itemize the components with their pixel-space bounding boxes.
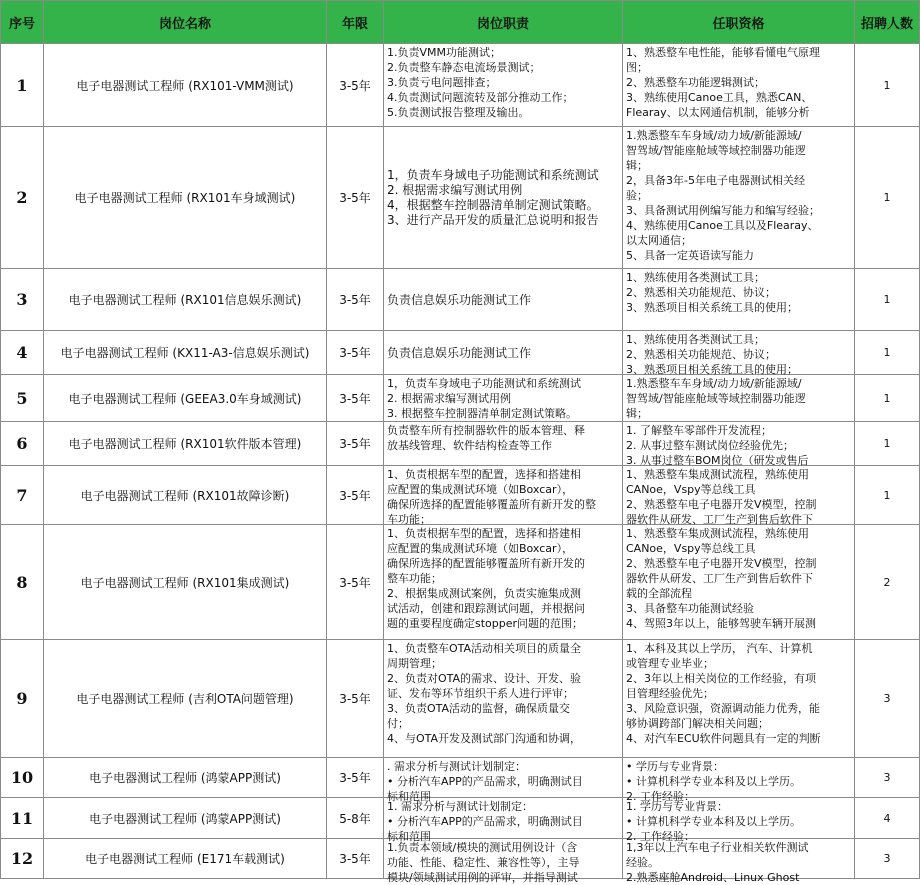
duty-cell bbox=[384, 127, 623, 269]
requirement-line: 辑； bbox=[626, 159, 648, 172]
header-no: 序号 bbox=[1, 1, 44, 44]
position-name: 电子电器测试工程师 (RX101信息娱乐测试) bbox=[44, 269, 327, 331]
table-row bbox=[1, 839, 920, 879]
requirement-lines bbox=[626, 467, 852, 526]
requirement-lines bbox=[626, 376, 852, 420]
requirement-lines bbox=[626, 423, 852, 467]
duty-line: 1，负责车身域电子功能测试和系统测试 bbox=[387, 168, 599, 182]
position-name: 电子电器测试工程师 (RX101车身域测试) bbox=[44, 127, 327, 269]
requirement-line: 1、熟悉整车集成测试流程，熟练使用 bbox=[626, 527, 809, 540]
duty-lines bbox=[387, 423, 620, 453]
duty-line: 确保所选择的配置能够覆盖所有新开发的整 bbox=[387, 498, 596, 511]
experience-years: 3-5年 bbox=[327, 758, 384, 798]
duty-line: 2、负责对OTA的需求、设计、开发、验 bbox=[387, 672, 582, 685]
requirement-line: 2、熟悉整车电子电器开发V模型，控制 bbox=[626, 557, 817, 570]
requirement-line: 2. 工作经验： bbox=[626, 790, 695, 803]
requirement-lines bbox=[626, 526, 852, 631]
requirement-cell bbox=[623, 466, 855, 525]
duty-line: 1. 需求分析与测试计划制定： bbox=[387, 800, 533, 813]
row-number: 4 bbox=[1, 331, 44, 375]
duty-line: 功能、性能、稳定性、兼容性等），主导 bbox=[387, 856, 580, 869]
duty-line: 应配置的集成测试环境（如Boxcar）， bbox=[387, 542, 574, 555]
requirement-line: • 计算机科学专业本科及以上学历。 bbox=[626, 775, 801, 788]
duty-cell bbox=[384, 758, 623, 803]
requirement-cell bbox=[623, 331, 855, 375]
duty-line: 车功能； bbox=[387, 513, 431, 526]
requirement-lines bbox=[626, 840, 852, 884]
requirement-line: 辑； bbox=[626, 407, 648, 420]
requirement-line: 3、具备整车功能测试经验 bbox=[626, 602, 754, 615]
duty-line: 1.负责本领域/模块的测试用例设计（含 bbox=[387, 841, 578, 854]
row-number: 6 bbox=[1, 422, 44, 466]
position-name: 电子电器测试工程师 (RX101软件版本管理) bbox=[44, 422, 327, 466]
hire-count: 1 bbox=[855, 44, 920, 127]
duty-cell bbox=[384, 422, 623, 466]
requirement-line: 3、熟悉项目相关系统工具的使用； bbox=[626, 363, 798, 376]
requirement-line: Flearay、以太网通信机制，能够分析 bbox=[626, 106, 810, 119]
duty-line: 试活动，创建和跟踪测试问题，并根据问 bbox=[387, 602, 585, 615]
duty-line: 题的重要程度确定stopper问题的范围； bbox=[387, 617, 584, 630]
hire-count: 1 bbox=[855, 375, 920, 422]
position-name: 电子电器测试工程师 (鸿蒙APP测试) bbox=[44, 758, 327, 798]
duty-cell bbox=[384, 640, 623, 758]
duty-line: • 分析汽车APP的产品需求，明确测试目 bbox=[387, 775, 583, 788]
requirement-line: 2，具备3年-5年电子电器测试相关经 bbox=[626, 174, 805, 187]
header-row bbox=[1, 1, 920, 44]
duty-line: 1.负责VMM功能测试； bbox=[387, 46, 502, 59]
duty-lines bbox=[387, 346, 620, 361]
duty-line: 3.负责亏电问题排查； bbox=[387, 76, 497, 89]
duty-line: 2.负责整车静态电流场景测试； bbox=[387, 61, 541, 74]
duty-line: 1、负责根据车型的配置，选择和搭建相 bbox=[387, 468, 581, 481]
requirement-line: 1.熟悉整车车身域/动力域/新能源域/ bbox=[626, 377, 802, 390]
duty-line: . 需求分析与测试计划制定： bbox=[387, 760, 526, 773]
requirement-cell bbox=[623, 44, 855, 127]
position-name: 电子电器测试工程师 (E171车载测试) bbox=[44, 839, 327, 879]
duty-line: 2. 根据需求编写测试用例 bbox=[387, 392, 511, 405]
row-number: 7 bbox=[1, 466, 44, 525]
row-number: 9 bbox=[1, 640, 44, 758]
requirement-line: 1,3年以上汽车电子行业相关软件测试 bbox=[626, 841, 809, 854]
position-name: 电子电器测试工程师 (RX101故障诊断) bbox=[44, 466, 327, 525]
duty-lines bbox=[387, 467, 620, 526]
table-row bbox=[1, 640, 920, 758]
duty-cell bbox=[384, 839, 623, 884]
requirement-line: 4、对汽车ECU软件问题具有一定的判断 bbox=[626, 732, 821, 745]
duty-lines bbox=[387, 799, 620, 843]
requirement-line: • 计算机科学专业本科及以上学历。 bbox=[626, 815, 801, 828]
duty-line: 模块/领域测试用例的评审，并指导测试 bbox=[387, 871, 578, 884]
hire-count: 3 bbox=[855, 640, 920, 758]
requirement-line: 3、熟悉项目相关系统工具的使用； bbox=[626, 301, 798, 314]
requirement-line: 验； bbox=[626, 189, 648, 202]
duty-lines bbox=[387, 293, 620, 308]
experience-years: 5-8年 bbox=[327, 798, 384, 839]
table-row bbox=[1, 331, 920, 375]
hire-count: 1 bbox=[855, 422, 920, 466]
duty-line: 1、负责整车OTA活动相关项目的质量全 bbox=[387, 642, 582, 655]
requirement-lines bbox=[626, 270, 852, 315]
row-number: 8 bbox=[1, 525, 44, 640]
requirement-line: 1、熟悉整车集成测试流程，熟练使用 bbox=[626, 468, 809, 481]
duty-line: 周期管理； bbox=[387, 657, 442, 670]
hire-count: 3 bbox=[855, 839, 920, 879]
duty-line: 2、根据集成测试案例，负责实施集成测 bbox=[387, 587, 581, 600]
experience-years: 3-5年 bbox=[327, 375, 384, 422]
table-row bbox=[1, 269, 920, 331]
duty-line: 1，负责车身域电子功能测试和系统测试 bbox=[387, 377, 581, 390]
position-name: 电子电器测试工程师 (RX101集成测试) bbox=[44, 525, 327, 640]
requirement-line: 以太网通信； bbox=[626, 234, 692, 247]
requirement-line: 5、具备一定英语读写能力 bbox=[626, 249, 754, 262]
duty-cell bbox=[384, 466, 623, 525]
requirement-cell bbox=[623, 375, 855, 422]
requirement-lines bbox=[626, 45, 852, 120]
requirement-line: 图； bbox=[626, 61, 648, 74]
requirement-line: 1、熟悉整车电性能，能够看懂电气原理 bbox=[626, 46, 820, 59]
table-row bbox=[1, 466, 920, 525]
position-name: 电子电器测试工程师 (KX11-A3-信息娱乐测试) bbox=[44, 331, 327, 375]
requirement-line: 目管理经验优先； bbox=[626, 687, 714, 700]
position-name: 电子电器测试工程师 (GEEA3.0车身域测试) bbox=[44, 375, 327, 422]
duty-line: 应配置的集成测试环境（如Boxcar）， bbox=[387, 483, 574, 496]
row-number: 10 bbox=[1, 758, 44, 798]
duty-cell bbox=[384, 375, 623, 422]
position-name: 电子电器测试工程师 (吉利OTA问题管理) bbox=[44, 640, 327, 758]
duty-line: 1、负责根据车型的配置，选择和搭建相 bbox=[387, 527, 581, 540]
header-count: 招聘人数 bbox=[855, 1, 920, 44]
duty-line: 整车功能； bbox=[387, 572, 442, 585]
duty-cell bbox=[384, 798, 623, 843]
duty-line: 3. 根据整车控制器清单制定测试策略。 bbox=[387, 407, 577, 420]
requirement-cell bbox=[623, 640, 855, 758]
duty-line: 3、进行产品开发的质量汇总说明和报告 bbox=[387, 213, 599, 227]
row-number: 12 bbox=[1, 839, 44, 879]
duty-line: 4.负责测试问题流转及部分推动工作； bbox=[387, 91, 574, 104]
duty-lines bbox=[387, 840, 620, 884]
experience-years: 3-5年 bbox=[327, 331, 384, 375]
hire-count: 1 bbox=[855, 331, 920, 375]
requirement-lines bbox=[626, 641, 852, 746]
duty-line: 标和范围 bbox=[387, 830, 431, 843]
duty-line: 5.负责测试报告整理及输出。 bbox=[387, 106, 530, 119]
requirement-line: 2、熟悉整车电子电器开发V模型，控制 bbox=[626, 498, 817, 511]
duty-cell bbox=[384, 331, 623, 375]
duty-cell bbox=[384, 269, 623, 331]
requirement-line: 经验。 bbox=[626, 856, 659, 869]
hire-count: 1 bbox=[855, 127, 920, 269]
requirement-line: 2、3年以上相关岗位的工作经验，有项 bbox=[626, 672, 816, 685]
requirement-line: 1. 学历与专业背景： bbox=[626, 800, 728, 813]
experience-years: 3-5年 bbox=[327, 127, 384, 269]
hire-count: 3 bbox=[855, 758, 920, 798]
requirement-line: • 学历与专业背景： bbox=[626, 760, 724, 773]
row-number: 3 bbox=[1, 269, 44, 331]
duty-line: 4、与OTA开发及测试部门沟通和协调， bbox=[387, 732, 582, 745]
table-row bbox=[1, 798, 920, 839]
table-row bbox=[1, 758, 920, 798]
duty-cell bbox=[384, 525, 623, 640]
experience-years: 3-5年 bbox=[327, 269, 384, 331]
requirement-cell bbox=[623, 269, 855, 331]
requirement-line: 3、具备测试用例编写能力和编写经验； bbox=[626, 204, 820, 217]
duty-line: 负责整车所有控制器软件的版本管理、释 bbox=[387, 424, 585, 437]
requirement-line: 1. 了解整车零部件开发流程； bbox=[626, 424, 772, 437]
duty-line: 付； bbox=[387, 717, 409, 730]
requirement-lines bbox=[626, 799, 852, 843]
hire-count: 1 bbox=[855, 269, 920, 331]
hire-count: 2 bbox=[855, 525, 920, 640]
duty-line: 3、负责OTA活动的监督，确保质量交 bbox=[387, 702, 571, 715]
duty-line: • 分析汽车APP的产品需求，明确测试目 bbox=[387, 815, 583, 828]
requirement-line: 载的全部流程 bbox=[626, 587, 692, 600]
duty-lines bbox=[387, 759, 620, 803]
experience-years: 3-5年 bbox=[327, 839, 384, 879]
hire-count: 1 bbox=[855, 466, 920, 525]
duty-lines bbox=[387, 526, 620, 631]
requirement-line: 2、熟悉整车功能逻辑测试； bbox=[626, 76, 765, 89]
experience-years: 3-5年 bbox=[327, 422, 384, 466]
requirement-line: CANoe，Vspy等总线工具 bbox=[626, 542, 756, 555]
position-name: 电子电器测试工程师 (RX101-VMM测试) bbox=[44, 44, 327, 127]
requirement-line: 2. 从事过整车测试岗位经验优先； bbox=[626, 439, 794, 452]
requirement-cell bbox=[623, 127, 855, 269]
requirement-line: 够协调跨部门解决相关问题； bbox=[626, 717, 769, 730]
header-years: 年限 bbox=[327, 1, 384, 44]
duty-line: 负责信息娱乐功能测试工作 bbox=[387, 345, 532, 360]
requirement-lines bbox=[626, 332, 852, 376]
requirement-line: 3、熟练使用Canoe工具，熟悉CAN、 bbox=[626, 91, 813, 104]
duty-line: 2. 根据需求编写测试用例 bbox=[387, 183, 523, 197]
requirement-line: 或管理专业毕业； bbox=[626, 657, 714, 670]
hire-count: 4 bbox=[855, 798, 920, 839]
experience-years: 3-5年 bbox=[327, 640, 384, 758]
row-number: 2 bbox=[1, 127, 44, 269]
duty-line: 证、发布等环节组织干系人进行评审； bbox=[387, 687, 574, 700]
requirement-line: 智驾域/智能座舱域等域控制器功能逻 bbox=[626, 392, 806, 405]
experience-years: 3-5年 bbox=[327, 525, 384, 640]
table-row bbox=[1, 422, 920, 466]
row-number: 1 bbox=[1, 44, 44, 127]
table-row bbox=[1, 44, 920, 127]
requirement-line: 4、熟练使用Canoe工具以及Flearay、 bbox=[626, 219, 819, 232]
requirement-line: 器软件从研发、工厂生产到售后软件下 bbox=[626, 572, 813, 585]
requirement-lines bbox=[626, 759, 852, 803]
duty-cell bbox=[384, 44, 623, 127]
requirement-line: 2、熟悉相关功能规范、协议； bbox=[626, 286, 776, 299]
requirement-lines bbox=[626, 128, 852, 263]
experience-years: 3-5年 bbox=[327, 466, 384, 525]
requirement-line: CANoe，Vspy等总线工具 bbox=[626, 483, 756, 496]
requirement-cell bbox=[623, 422, 855, 466]
requirement-line: 4、驾照3年以上，能够驾驶车辆开展测 bbox=[626, 617, 816, 630]
table-row bbox=[1, 127, 920, 269]
duty-lines bbox=[387, 168, 620, 228]
requirement-cell bbox=[623, 798, 855, 843]
duty-line: 负责信息娱乐功能测试工作 bbox=[387, 292, 532, 307]
header-name: 岗位名称 bbox=[44, 1, 327, 44]
duty-lines bbox=[387, 376, 620, 420]
experience-years: 3-5年 bbox=[327, 44, 384, 127]
requirement-line: 2.熟悉座舱Android、Linux Ghost bbox=[626, 871, 800, 884]
requirement-line: 1、本科及其以上学历， 汽车、计算机 bbox=[626, 642, 813, 655]
requirement-line: 3. 从事过整车BOM岗位（研发或售后 bbox=[626, 454, 809, 467]
requirement-cell bbox=[623, 758, 855, 803]
requirement-line: 1、熟练使用各类测试工具； bbox=[626, 333, 765, 346]
position-name: 电子电器测试工程师 (鸿蒙APP测试) bbox=[44, 798, 327, 839]
requirement-line: 器软件从研发、工厂生产到售后软件下 bbox=[626, 513, 813, 526]
requirement-line: 智驾域/智能座舱域等域控制器功能逻 bbox=[626, 144, 806, 157]
row-number: 5 bbox=[1, 375, 44, 422]
duty-line: 放基线管理、软件结构检查等工作 bbox=[387, 439, 552, 452]
header-requirements: 任职资格 bbox=[623, 1, 855, 44]
row-number: 11 bbox=[1, 798, 44, 839]
duty-lines bbox=[387, 45, 620, 120]
requirement-line: 2. 工作经验： bbox=[626, 830, 695, 843]
table-row bbox=[1, 525, 920, 640]
requirement-cell bbox=[623, 839, 855, 884]
duty-line: 确保所选择的配置能够覆盖所有新开发的 bbox=[387, 557, 585, 570]
requirement-cell bbox=[623, 525, 855, 640]
duty-lines bbox=[387, 641, 620, 746]
requirement-line: 1.熟悉整车车身域/动力域/新能源域/ bbox=[626, 129, 802, 142]
duty-line: 标和范围 bbox=[387, 790, 431, 803]
requirement-line: 3、风险意识强，资源调动能力优秀，能 bbox=[626, 702, 820, 715]
table-row bbox=[1, 375, 920, 422]
duty-line: 4，根据整车控制器清单制定测试策略。 bbox=[387, 198, 599, 212]
requirement-line: 1、熟练使用各类测试工具； bbox=[626, 271, 765, 284]
requirement-line: 2、熟悉相关功能规范、协议； bbox=[626, 348, 776, 361]
header-duty: 岗位职责 bbox=[384, 1, 623, 44]
